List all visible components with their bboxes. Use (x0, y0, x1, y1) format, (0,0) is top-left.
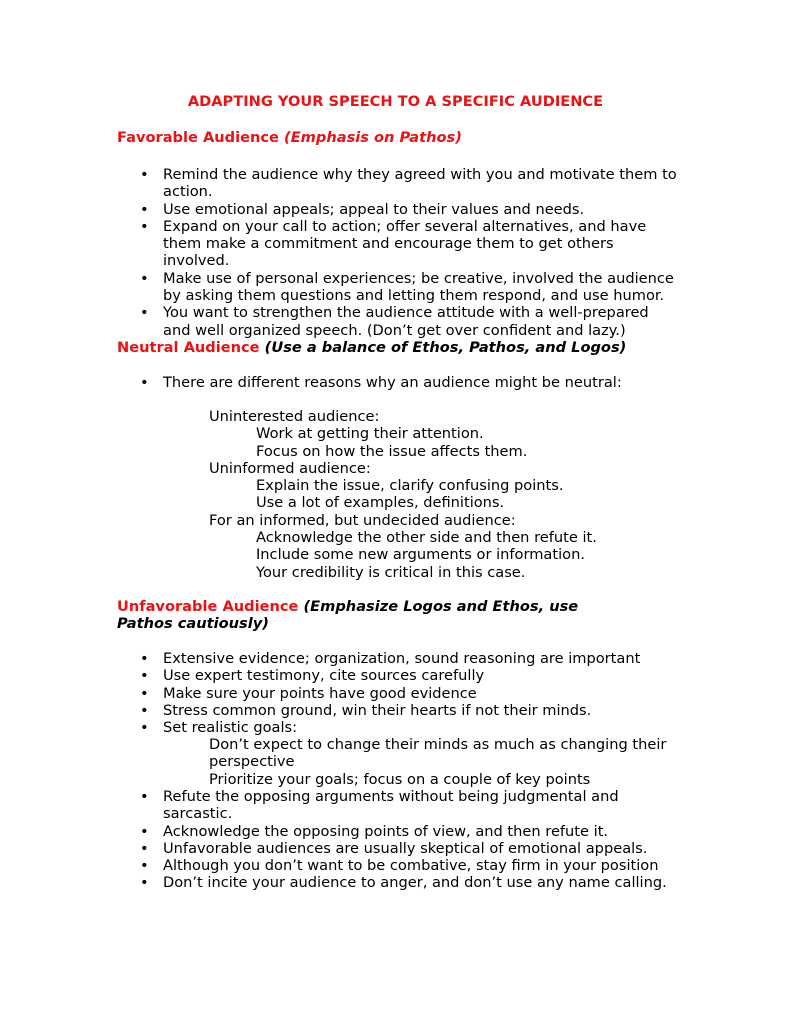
list-item (0, 270, 678, 305)
list-item-text: Expand on your call to action; offer several alternatives, and have them make a commitment and encourage them to get others involved. (163, 217, 647, 270)
group-item: Focus on how the issue affects them. (256, 442, 528, 460)
goal-item: Prioritize your goals; focus on a couple of key points (209, 770, 591, 788)
favorable-list (0, 166, 678, 339)
bullet-icon: • (140, 874, 149, 892)
list-item-text: Although you don’t want to be combative, stay firm in your position (163, 857, 659, 875)
list-item-text: Refute the opposing arguments without being judgmental and sarcastic. (163, 788, 619, 823)
page-title: ADAPTING YOUR SPEECH TO A SPECIFIC AUDIENCE (187, 93, 604, 110)
list-item-text: Use expert testimony, cite sources carefully (163, 667, 485, 685)
bullet-icon: • (140, 788, 149, 805)
bullet-icon: • (140, 166, 149, 183)
neutral-reasons (0, 408, 597, 581)
list-item (0, 719, 678, 736)
group-item: Work at getting their attention. (256, 425, 484, 443)
neutral-note: (Use a balance of Ethos, Pathos, and Logos) (264, 339, 627, 356)
group-item: Explain the issue, clarify confusing points. (256, 477, 564, 495)
bullet-icon: • (140, 701, 149, 719)
list-item-text: Extensive evidence; organization, sound reasoning are important (163, 650, 641, 667)
list-item (0, 788, 678, 823)
list-item-text: Unfavorable audiences are usually skeptical of emotional appeals. (163, 839, 648, 857)
list-item (0, 650, 678, 667)
bullet-icon: • (140, 684, 149, 702)
group-label: Uninformed audience: (209, 459, 371, 477)
neutral-label: Neutral Audience (117, 339, 260, 356)
favorable-note: (Emphasis on Pathos) (284, 129, 462, 146)
list-item (0, 201, 678, 218)
bullet-icon: • (140, 374, 149, 391)
group-item: Acknowledge the other side and then refute it. (256, 529, 597, 547)
list-item-text: Make sure your points have good evidence (163, 684, 477, 702)
goals-sublist (0, 736, 669, 788)
goal-item: Don’t expect to change their minds as much as changing their perspective (209, 736, 667, 771)
bullet-icon: • (140, 857, 149, 875)
bullet-icon: • (140, 217, 149, 235)
unfavorable-list-b (0, 788, 678, 892)
bullet-icon: • (140, 650, 149, 667)
list-item-text: Make use of personal experiences; be creative, involved the audience by asking them questions and letting them respond, and use humor. (163, 269, 674, 305)
bullet-icon: • (140, 839, 149, 857)
neutral-heading (117, 339, 677, 356)
bullet-icon: • (140, 304, 149, 322)
favorable-heading (117, 129, 677, 146)
list-item (0, 685, 678, 702)
group-item: Include some new arguments or information. (256, 546, 585, 564)
favorable-label: Favorable Audience (117, 129, 279, 146)
group-item: Your credibility is critical in this case. (256, 563, 526, 581)
list-item (0, 874, 678, 891)
bullet-icon: • (140, 667, 149, 685)
bullet-icon: • (140, 822, 149, 840)
unfavorable-label: Unfavorable Audience (117, 598, 299, 615)
list-item-text: There are different reasons why an audience might be neutral: (163, 374, 622, 391)
list-item (0, 218, 678, 270)
list-item-text: Use emotional appeals; appeal to their values and needs. (163, 200, 585, 218)
group-label: Uninterested audience: (209, 408, 380, 425)
list-item-text: Don’t incite your audience to anger, and don’t use any name calling. (163, 874, 667, 892)
bullet-icon: • (140, 719, 149, 737)
list-item-text: Remind the audience why they agreed with you and motivate them to action. (163, 166, 677, 201)
unfavorable-heading (117, 598, 637, 633)
list-item-text: Acknowledge the opposing points of view, and then refute it. (163, 822, 609, 840)
bullet-icon: • (140, 200, 149, 218)
neutral-list (0, 374, 678, 391)
list-item (0, 857, 678, 874)
unfavorable-list-a (0, 650, 678, 736)
unfavorable-note: (Emphasize Logos and Ethos, use Pathos cautiously) (117, 598, 579, 633)
bullet-icon: • (140, 269, 149, 287)
list-item (0, 823, 678, 840)
group-label: For an informed, but undecided audience: (209, 511, 516, 529)
list-item (0, 304, 678, 339)
list-item (0, 166, 678, 201)
list-item (0, 840, 678, 857)
list-item-text: Stress common ground, win their hearts if not their minds. (163, 701, 592, 719)
list-item (0, 667, 678, 684)
list-item (0, 702, 678, 719)
list-item-text: Set realistic goals: (163, 719, 298, 737)
list-item (0, 374, 678, 391)
group-item: Use a lot of examples, definitions. (256, 494, 505, 512)
list-item-text: You want to strengthen the audience attitude with a well-prepared and well organized speech. (Don’t get over confident and lazy.) (163, 304, 649, 339)
